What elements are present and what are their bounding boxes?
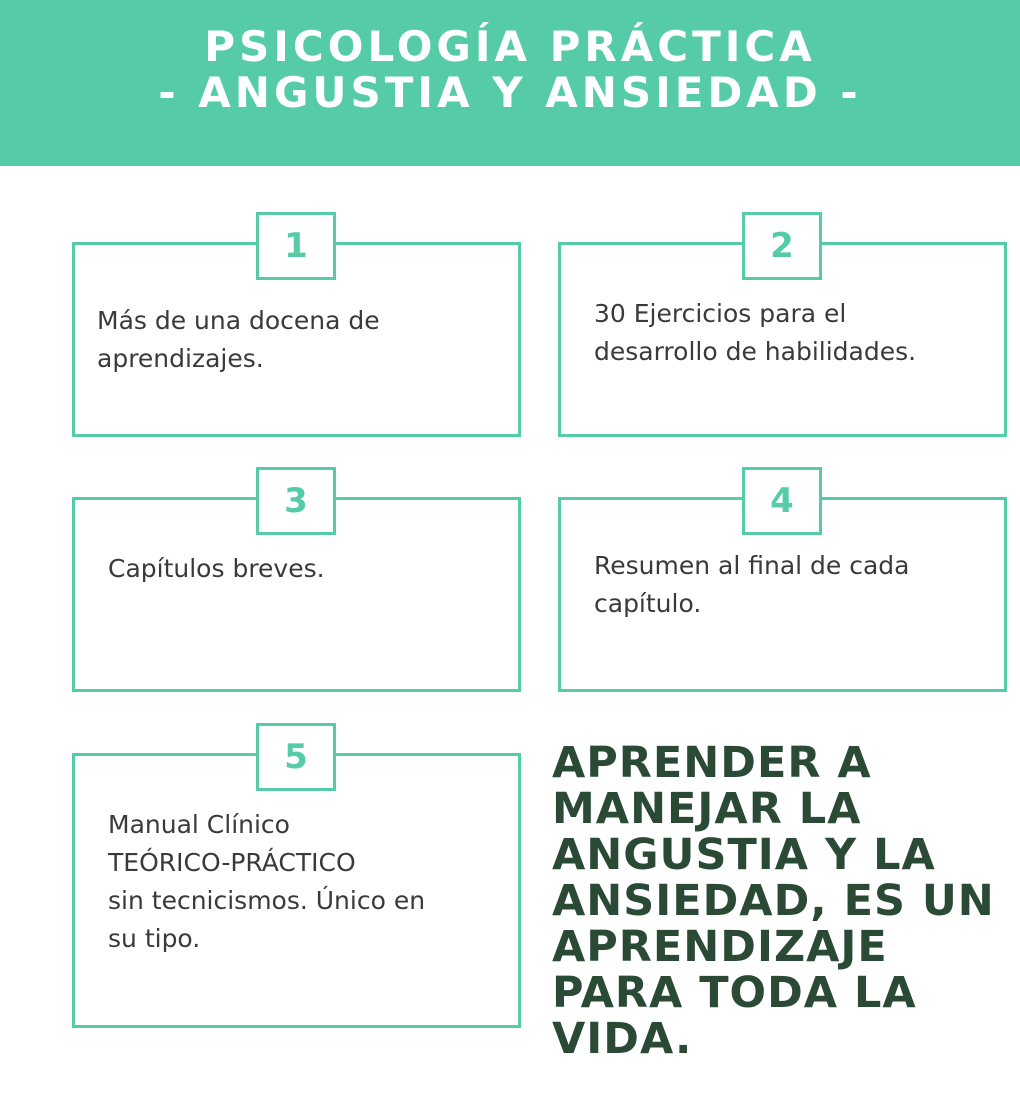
slogan-line-1: APRENDER A — [552, 738, 872, 788]
feature-text-5-line-4: su tipo. — [108, 924, 201, 953]
slogan-line-4: ANSIEDAD, ES UN — [552, 876, 995, 926]
feature-text-3 — [108, 550, 325, 588]
slogan-line-2: MANEJAR LA — [552, 784, 862, 834]
slogan-line-6: PARA TODA LA — [552, 968, 917, 1018]
feature-text-2-line-1: 30 Ejercicios para el — [594, 299, 847, 328]
header-title-line-1: PSICOLOGÍA PRÁCTICA — [204, 22, 816, 71]
feature-number-4: 4 — [742, 467, 822, 535]
slogan-line-3: ANGUSTIA Y LA — [552, 830, 936, 880]
feature-text-3-line-1: Capítulos breves. — [108, 554, 325, 583]
feature-number-5: 5 — [256, 723, 336, 791]
feature-text-1-line-1: Más de una docena de — [97, 306, 380, 335]
header-title-line-2: - ANGUSTIA Y ANSIEDAD - — [158, 68, 862, 117]
feature-text-5-line-1: Manual Clínico — [108, 810, 290, 839]
feature-text-1 — [97, 302, 380, 378]
feature-text-4-line-1: Resumen al final de cada — [594, 551, 910, 580]
feature-text-5 — [108, 806, 425, 958]
feature-text-2-line-2: desarrollo de habilidades. — [594, 337, 917, 366]
slogan — [552, 740, 1012, 1062]
feature-number-2: 2 — [742, 212, 822, 280]
slogan-line-7: VIDA. — [552, 1014, 693, 1064]
feature-text-4 — [594, 547, 910, 623]
feature-text-5-line-2: TEÓRICO-PRÁCTICO — [108, 848, 356, 877]
feature-text-1-line-2: aprendizajes. — [97, 344, 264, 373]
header-banner — [0, 0, 1020, 166]
feature-text-5-line-3: sin tecnicismos. Único en — [108, 886, 426, 915]
feature-number-3: 3 — [256, 467, 336, 535]
feature-text-2 — [594, 295, 916, 371]
feature-number-1: 1 — [256, 212, 336, 280]
slogan-line-5: APRENDIZAJE — [552, 922, 888, 972]
feature-text-4-line-2: capítulo. — [594, 589, 702, 618]
